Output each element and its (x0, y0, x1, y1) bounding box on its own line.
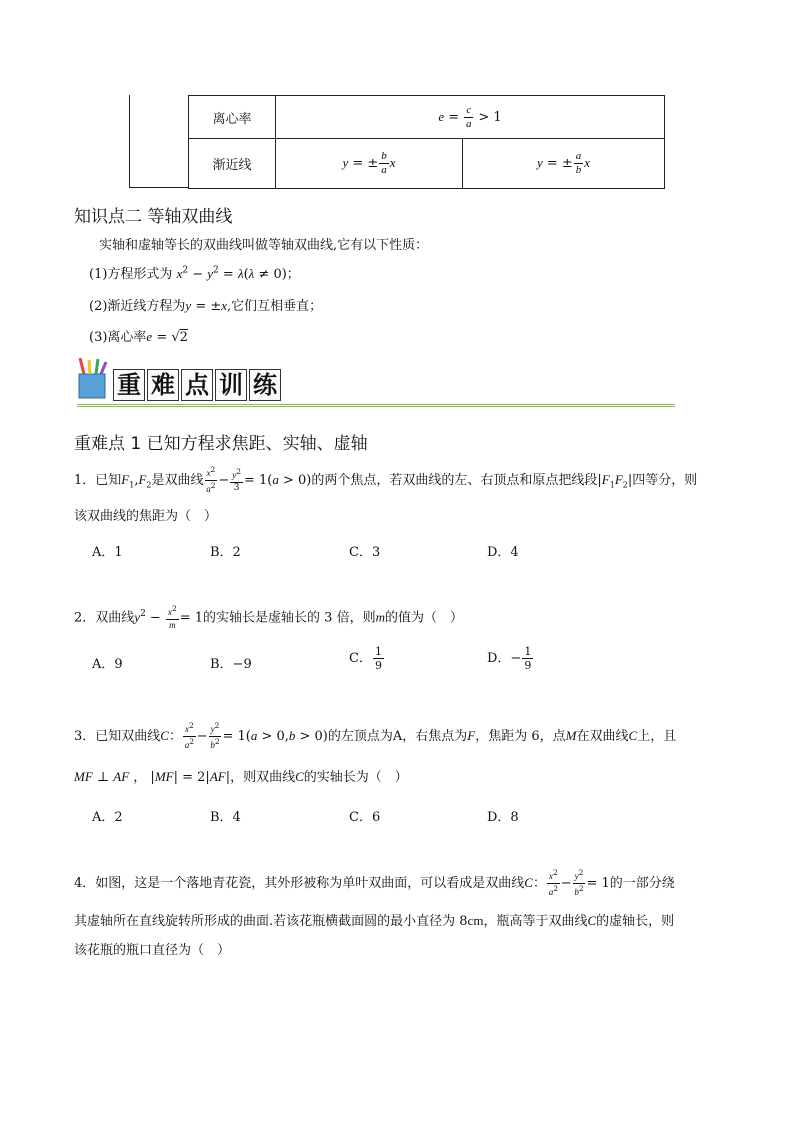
q3-option-b[interactable]: B．4 (210, 810, 241, 825)
row-label-eccentricity: 离心率 (189, 96, 276, 139)
q3-option-a[interactable]: A．2 (92, 810, 123, 825)
banner-underline (77, 404, 675, 407)
question-3: 3．已知双曲线C： $\frac{x^2}{a^2}$ − $\frac{y^2}{b^2}$ = 1(a > 0,b > 0)的左顶点为A，右焦点为F，焦距为 6，点M在双曲线C上，且 (74, 721, 677, 750)
q1-option-c[interactable]: C．3 (349, 545, 381, 560)
banner-char: 点 (181, 369, 213, 401)
asymptote-formula-2: y = ± $\frac{a}{b}$ x (463, 139, 665, 189)
table-bottom-left (129, 187, 189, 188)
kp2-property-3: (3)离心率e = √2 (89, 329, 188, 345)
section1-title: 重难点 1 已知方程求焦距、实轴、虚轴 (74, 434, 368, 454)
question-1-line2: 该双曲线的焦距为（ ） (74, 509, 218, 524)
q3-option-c[interactable]: C．6 (349, 810, 381, 825)
property-table (188, 95, 665, 189)
eccentricity-formula: e = $\frac{c}{a}$ > 1 (276, 96, 665, 139)
table-left-border (129, 95, 130, 187)
question-4: 4．如图，这是一个落地青花瓷，其外形被称为单叶双曲面，可以看成是双曲线C： $\frac{x^2}{a^2}$ − $\frac{y^2}{b^2}$ = 1的一部分绕 (74, 868, 675, 897)
banner-char: 难 (147, 369, 179, 401)
kp2-title: 知识点二 等轴双曲线 (74, 207, 233, 227)
question-3-line2: MF ⊥ AF ， |MF| = 2|AF|，则双曲线C的实轴长为（ ） (74, 769, 408, 785)
asymptote-formula-1: y = ± $\frac{b}{a}$ x (276, 139, 463, 189)
q1-option-d[interactable]: D．4 (487, 545, 519, 560)
banner-title (113, 369, 283, 401)
banner-char: 重 (113, 369, 145, 401)
q1-option-b[interactable]: B．2 (210, 545, 241, 560)
q2-option-a[interactable]: A．9 (92, 657, 123, 672)
q2-option-c[interactable]: C． $\frac{1}{9}$ (349, 645, 382, 672)
pencil-cup-icon (76, 356, 110, 400)
kp2-intro: 实轴和虚轴等长的双曲线叫做等轴双曲线,它有以下性质： (99, 238, 429, 253)
kp2-property-1: (1)方程形式为 $x^2 - y^2 = \lambda(\lambda \ne 0)$； (89, 265, 300, 282)
q3-option-d[interactable]: D．8 (487, 810, 519, 825)
question-4-line2: 其虚轴所在直线旋转所形成的曲面.若该花瓶横截面圆的最小直径为 8cm，瓶高等于双曲线C的虚轴长，则 (74, 913, 675, 929)
q2-option-d[interactable]: D．− $\frac{1}{9}$ (487, 645, 532, 672)
question-2: 2．双曲线$y^2$ − $\frac{x^2}{m}$ = 1的实轴长是虚轴长的 3 倍，则m的值为（ ） (74, 604, 463, 631)
question-1: 1．已知$F_1,F_2$是双曲线 $\frac{x^2}{a^2}$ − $\frac{y^2}{3}$ = 1(a > 0)的两个焦点，若双曲线的左、右顶点和原点把线段$|F_1F_2|$四等分，则 (74, 465, 698, 494)
kp2-property-2: (2)渐近线方程为y = ±x,它们互相垂直； (89, 298, 323, 314)
row-label-asymptote: 渐近线 (189, 139, 276, 189)
question-4-line3: 该花瓶的瓶口直径为（ ） (74, 943, 231, 958)
banner-char: 练 (249, 369, 281, 401)
banner-char: 训 (215, 369, 247, 401)
q1-option-a[interactable]: A．1 (92, 545, 123, 560)
q2-option-b[interactable]: B．−9 (210, 657, 252, 672)
